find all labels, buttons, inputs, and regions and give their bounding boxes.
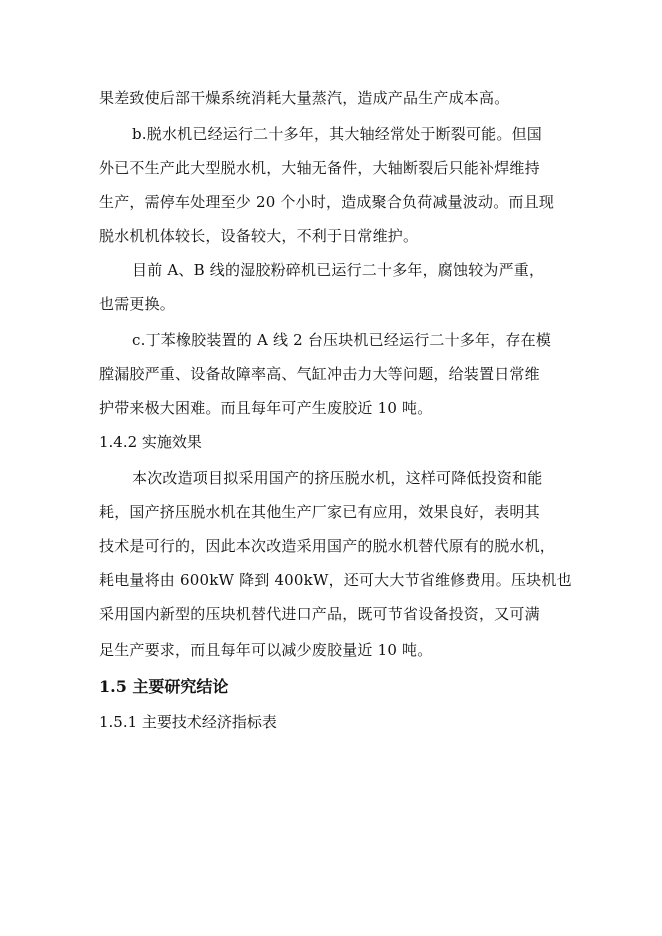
paragraph-line: 果差致使后部干燥系统消耗大量蒸汽，造成产品生产成本高。 <box>99 89 510 107</box>
paragraph-line: 技术是可行的，因此本次改造采用国产的脱水机替代原有的脱水机， <box>99 537 556 555</box>
section-heading-1-5-1: 1.5.1 主要技术经济指标表 <box>99 713 277 731</box>
section-heading-1-5: 1.5 主要研究结论 <box>99 677 229 696</box>
paragraph-line: 也需更换。 <box>99 295 176 313</box>
paragraph-line: 采用国内新型的压块机替代进口产品，既可节省设备投资，又可满 <box>99 605 540 623</box>
paragraph-line: 外已不生产此大型脱水机，大轴无备件，大轴断裂后只能补焊维持 <box>99 159 540 177</box>
paragraph-line: 目前 A、B 线的湿胶粉碎机已运行二十多年，腐蚀较为严重， <box>132 261 545 279</box>
paragraph-line: 本次改造项目拟采用国产的挤压脱水机，这样可降低投资和能 <box>132 469 543 487</box>
paragraph-line: b.脱水机已经运行二十多年，其大轴经常处于断裂可能。但国 <box>132 125 542 143</box>
paragraph-line: 耗电量将由 600kW 降到 400kW，还可大大节省维修费用。压块机也 <box>99 571 572 589</box>
paragraph-line: 脱水机机体较长，设备较大，不利于日常维护。 <box>99 227 419 245</box>
paragraph-line: 膛漏胶严重、设备故障率高、气缸冲击力大等问题，给装置日常维 <box>99 365 540 383</box>
section-heading-1-4-2: 1.4.2 实施效果 <box>99 433 202 451</box>
paragraph-line: 耗，国产挤压脱水机在其他生产厂家已有应用，效果良好，表明其 <box>99 503 540 521</box>
paragraph-line: 生产，需停车处理至少 20 个小时，造成聚合负荷减量波动。而且现 <box>99 193 555 211</box>
paragraph-line: 足生产要求，而且每年可以减少废胶量近 10 吨。 <box>99 641 433 659</box>
paragraph-line: 护带来极大困难。而且每年可产生废胶近 10 吨。 <box>99 399 433 417</box>
paragraph-line: c.丁苯橡胶装置的 A 线 2 台压块机已经运行二十多年，存在模 <box>132 331 552 349</box>
